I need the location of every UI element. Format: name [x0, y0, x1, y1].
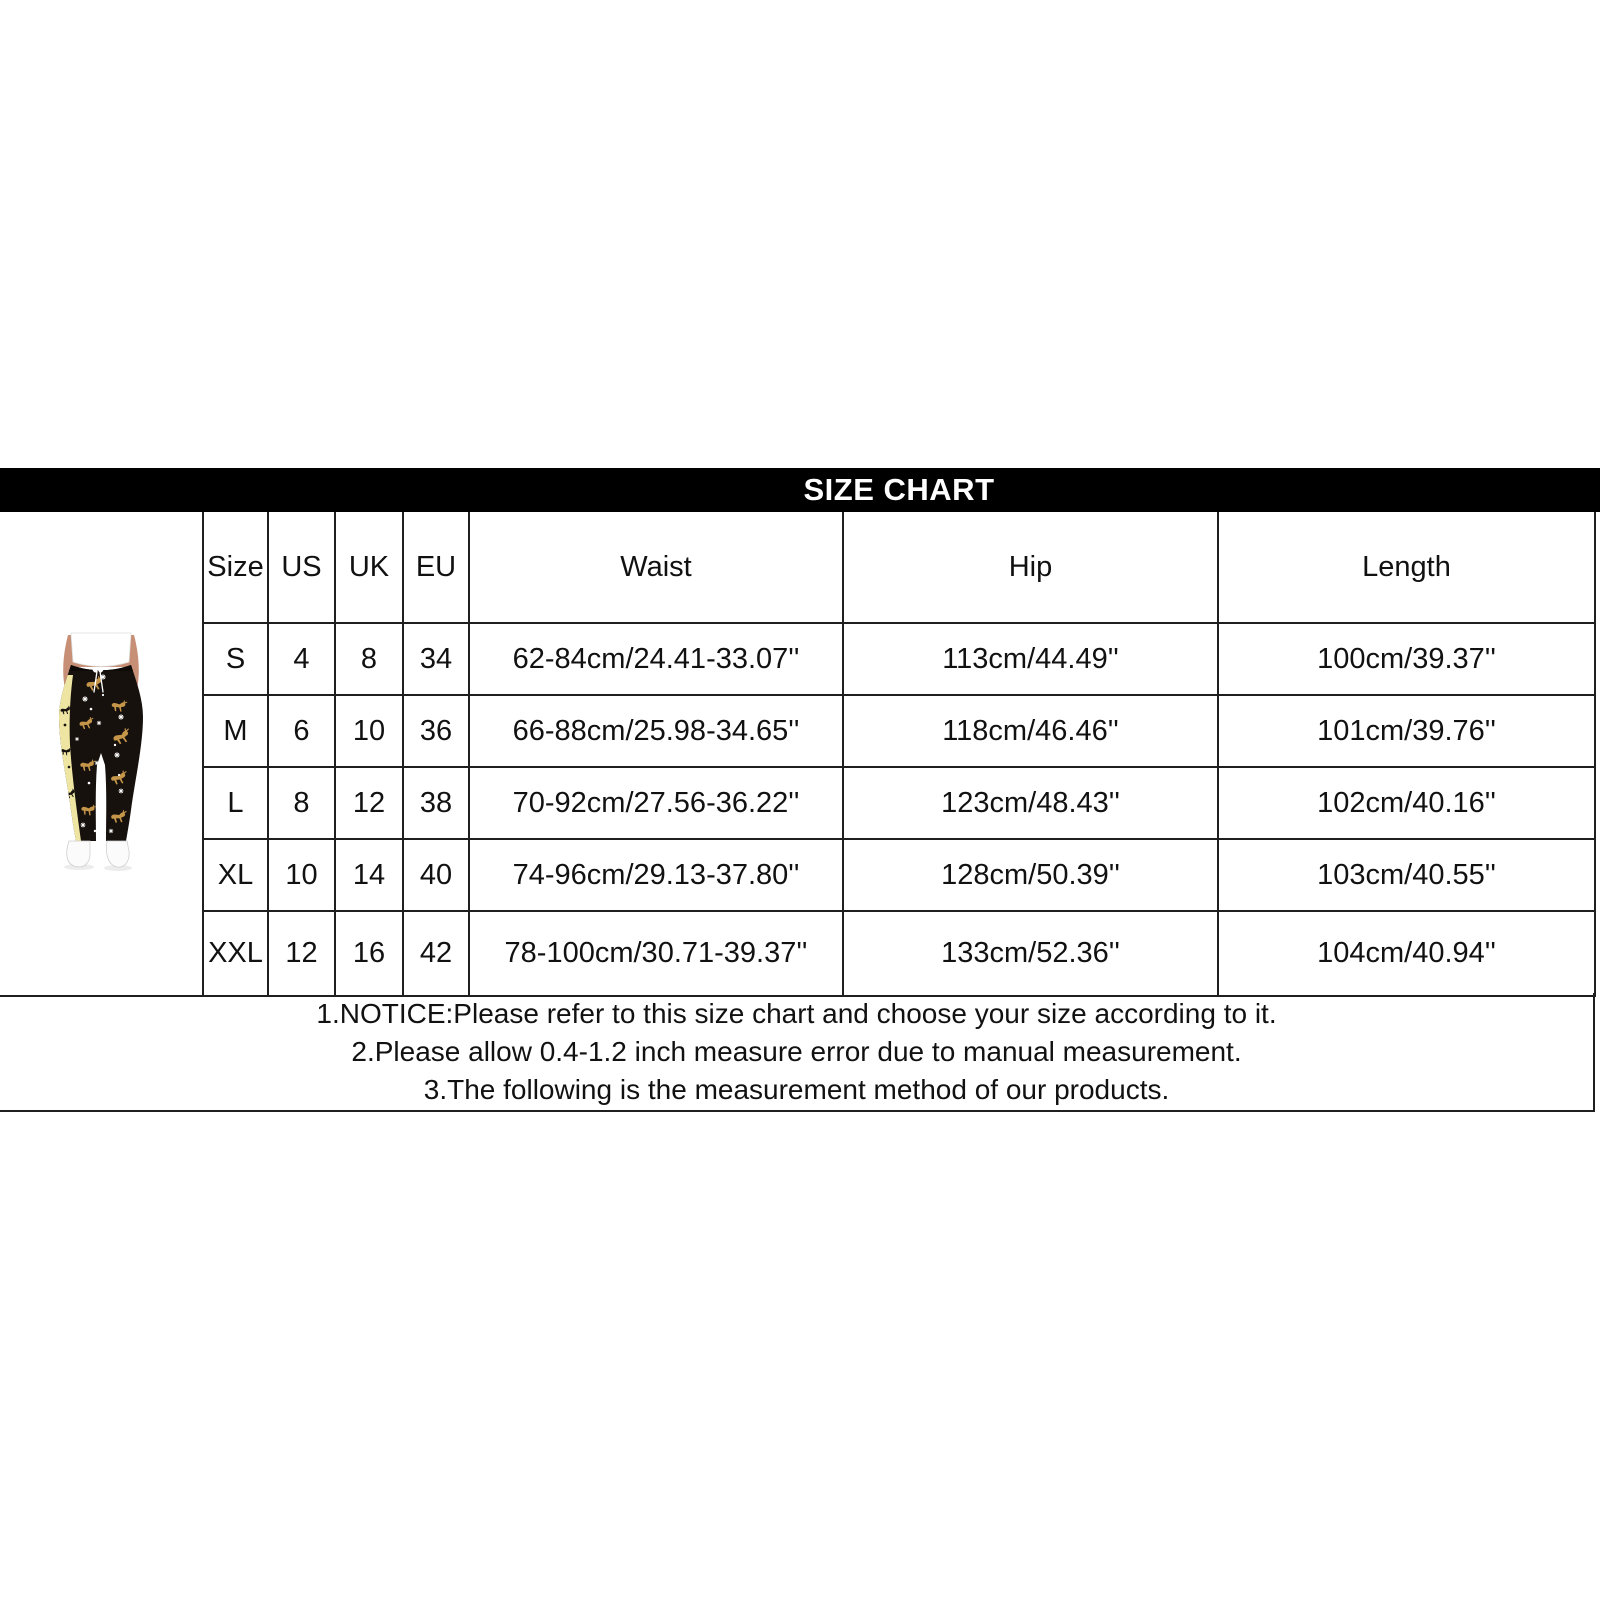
column-header-size: Size	[203, 512, 268, 623]
cell-uk: 10	[335, 695, 403, 767]
product-photo-cell	[0, 512, 203, 996]
cell-size: XL	[203, 839, 268, 911]
table-row-l	[0, 767, 1595, 839]
cell-us: 6	[268, 695, 335, 767]
cell-uk: 16	[335, 911, 403, 996]
cell-waist: 62-84cm/24.41-33.07''	[469, 623, 843, 695]
cell-length: 104cm/40.94''	[1218, 911, 1595, 996]
column-header-hip: Hip	[843, 512, 1218, 623]
cell-eu: 40	[403, 839, 469, 911]
cell-us: 12	[268, 911, 335, 996]
column-header-uk: UK	[335, 512, 403, 623]
product-photo	[11, 605, 191, 895]
cell-hip: 113cm/44.49''	[843, 623, 1218, 695]
cell-waist: 66-88cm/25.98-34.65''	[469, 695, 843, 767]
cell-size: XXL	[203, 911, 268, 996]
page-title: SIZE CHART	[803, 472, 995, 507]
cell-length: 103cm/40.55''	[1218, 839, 1595, 911]
model-illustration	[11, 605, 191, 895]
cell-eu: 42	[403, 911, 469, 996]
table-row-m	[0, 695, 1595, 767]
header-row	[0, 512, 1595, 623]
sneakers	[67, 841, 129, 867]
cell-waist: 78-100cm/30.71-39.37''	[469, 911, 843, 996]
cell-length: 101cm/39.76''	[1218, 695, 1595, 767]
jogger-pants	[59, 665, 143, 841]
cell-eu: 34	[403, 623, 469, 695]
cell-size: M	[203, 695, 268, 767]
notice-line-1: 1.NOTICE:Please refer to this size chart and choose your size according to it.	[316, 997, 1277, 1029]
cell-uk: 8	[335, 623, 403, 695]
column-header-waist: Waist	[469, 512, 843, 623]
table-row-xxl	[0, 911, 1595, 996]
cell-us: 4	[268, 623, 335, 695]
cell-us: 10	[268, 839, 335, 911]
cell-eu: 38	[403, 767, 469, 839]
cell-hip: 133cm/52.36''	[843, 911, 1218, 996]
cell-size: L	[203, 767, 268, 839]
cell-length: 102cm/40.16''	[1218, 767, 1595, 839]
cell-hip: 118cm/46.46''	[843, 695, 1218, 767]
notice-line-3: 3.The following is the measurement method of our products.	[423, 1073, 1170, 1105]
cell-waist: 74-96cm/29.13-37.80''	[469, 839, 843, 911]
cell-length: 100cm/39.37''	[1218, 623, 1595, 695]
cell-eu: 36	[403, 695, 469, 767]
column-header-us: US	[268, 512, 335, 623]
column-header-eu: EU	[403, 512, 469, 623]
notice-box	[0, 993, 1595, 1112]
table-row-xl	[0, 839, 1595, 911]
cell-hip: 128cm/50.39''	[843, 839, 1218, 911]
cell-size: S	[203, 623, 268, 695]
size-chart-table	[0, 512, 1596, 997]
column-header-length: Length	[1218, 512, 1595, 623]
cell-uk: 14	[335, 839, 403, 911]
table-row-s	[0, 623, 1595, 695]
cell-uk: 12	[335, 767, 403, 839]
cell-hip: 123cm/48.43''	[843, 767, 1218, 839]
notice-line-2: 2.Please allow 0.4-1.2 inch measure error due to manual measurement.	[351, 1035, 1242, 1067]
cell-waist: 70-92cm/27.56-36.22''	[469, 767, 843, 839]
cell-us: 8	[268, 767, 335, 839]
crop-top	[71, 633, 131, 667]
